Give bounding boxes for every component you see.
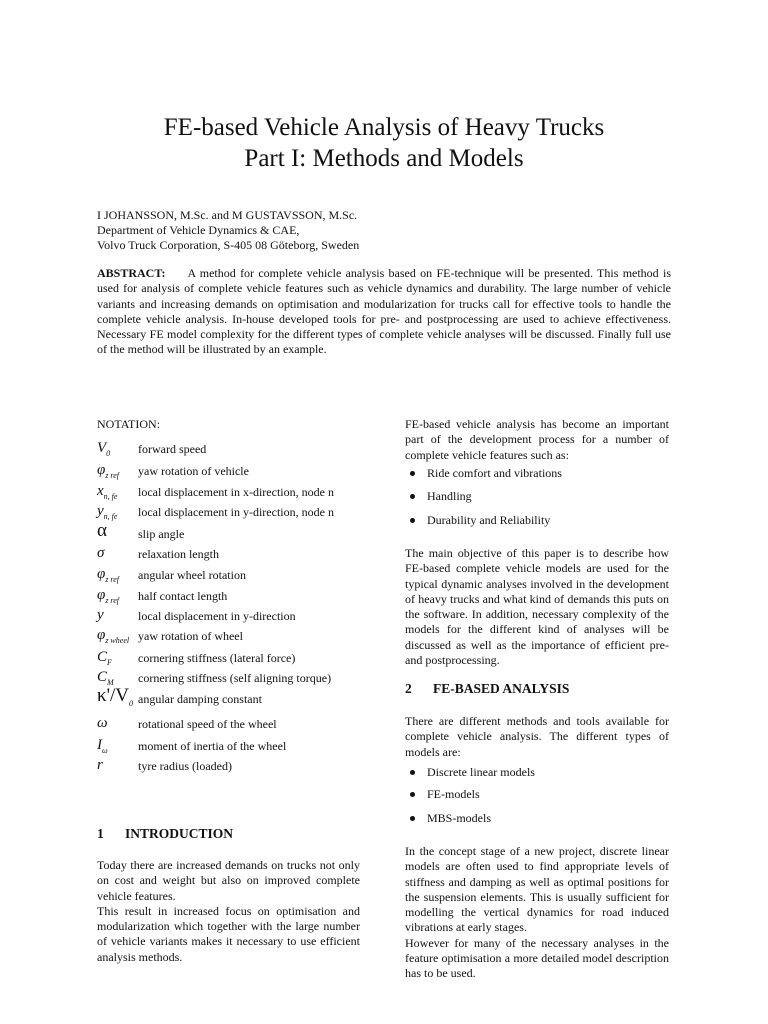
notation-symbol: $V_0$	[97, 440, 111, 458]
notation-symbol: $I_\omega$	[97, 737, 108, 755]
notation-row	[97, 440, 397, 460]
author-department: Department of Vehicle Dynamics & CAE,	[97, 223, 300, 237]
notation-row	[97, 649, 397, 669]
notation-symbol: y	[97, 607, 104, 623]
abstract-text: A method for complete vehicle analysis based on FE-technique will be presented. This method is used for analysis of complete vehicle features such as vehicle dynamics and durability. The large number of vehicle variants and increasing demands on optimisation and modularization for trucks call for effective tools to handle the complete vehicle analysis. In-house developed tools for pre- and postprocessing are used to achieve effectiveness. Necessary FE model complexity for the different types of complete vehicle analyses will be discussed. Finally full use of the method will be illustrated by an example.	[97, 266, 671, 357]
notation-symbol: $y_{n, fe}$	[97, 503, 118, 521]
list-item: FE-models	[407, 787, 669, 811]
notation-description: local displacement in y-direction, node n	[138, 505, 334, 519]
section-1-heading	[97, 826, 233, 842]
notation-description: angular damping constant	[138, 692, 262, 706]
author-names: I JOHANSSON, M.Sc. and M GUSTAVSSON, M.Sc.	[97, 208, 358, 222]
notation-symbol: $C_M$	[97, 669, 114, 687]
list-item: Discrete linear models	[407, 765, 669, 787]
notation-description: moment of inertia of the wheel	[138, 739, 287, 753]
notation-row	[97, 462, 397, 482]
notation-symbol: r	[97, 757, 103, 773]
notation-row	[97, 757, 397, 777]
notation-symbol: $x_{n, fe}$	[97, 483, 118, 501]
intro-paragraph: Today there are increased demands on trucks not only on cost and weight but also on improved complete vehicle features. This result in increased focus on optimisation and modularization which together with the large number of vehicle variants makes it necessary to use efficient analysis methods.	[97, 858, 360, 964]
notation-row	[97, 715, 397, 735]
concept-stage-paragraph: In the concept stage of a new project, discrete linear models are often used to find appropriate levels of stiffness and damping as well as optimal positions for the suspension elements. This is usually sufficient for modelling the vertical dynamics for road induced vibrations at early stages. However for many of the necessary analyses in the feature optimisation a more detailed model description has to be used.	[405, 844, 669, 981]
notation-symbol: $\kappa'/V_0$	[97, 685, 133, 708]
notation-symbol: $\varphi_{z ref}$	[97, 566, 120, 584]
notation-description: local displacement in y-direction	[138, 609, 296, 623]
list-item: MBS-models	[407, 811, 669, 826]
notation-row	[97, 669, 397, 689]
notation-heading: NOTATION:	[97, 417, 161, 431]
notation-description: half contact length	[138, 589, 228, 603]
notation-row	[97, 503, 397, 523]
section-number: 1	[97, 826, 104, 841]
notation-row	[97, 520, 397, 545]
notation-description: forward speed	[138, 442, 207, 456]
notation-symbol: $\varphi_{z ref}$	[97, 587, 120, 605]
title-line-2: Part I: Methods and Models	[244, 145, 524, 172]
notation-description: local displacement in x-direction, node n	[138, 485, 334, 499]
section-2-heading	[405, 681, 569, 697]
notation-description: angular wheel rotation	[138, 568, 246, 582]
notation-row	[97, 483, 397, 503]
notation-symbol: σ	[97, 545, 105, 561]
notation-row	[97, 545, 397, 565]
notation-symbol: $\varphi_{z ref}$	[97, 462, 120, 480]
section-number: 2	[405, 681, 412, 696]
features-list	[407, 466, 669, 528]
list-item: Ride comfort and vibrations	[407, 466, 669, 489]
model-types-list	[407, 765, 669, 826]
notation-description: relaxation length	[138, 547, 219, 561]
notation-symbol: $\varphi_{z wheel}$	[97, 627, 130, 645]
objective-paragraph: The main objective of this paper is to describe how FE-based complete vehicle models are used for the typical dynamic analyses involved in the development of heavy trucks and what kind of demands this puts on the software. In addition, necessary complexity of the models for the different kind of analyses will be discussed as well as the importance of efficient pre- and postprocessing.	[405, 546, 669, 668]
notation-description: cornering stiffness (self aligning torque)	[138, 671, 332, 685]
notation-symbol: $C_F$	[97, 649, 112, 667]
section-2-paragraph: There are different methods and tools available for complete vehicle analysis. The different types of models are:	[405, 714, 669, 759]
notation-description: yaw rotation of vehicle	[138, 464, 249, 478]
author-block	[97, 208, 697, 253]
notation-row	[97, 737, 397, 757]
abstract-label: ABSTRACT:	[97, 266, 166, 280]
author-organization: Volvo Truck Corporation, S-405 08 Göteborg, Sweden	[97, 238, 360, 252]
section-title: INTRODUCTION	[125, 826, 234, 841]
notation-row	[97, 685, 397, 710]
notation-row	[97, 607, 397, 627]
notation-description: cornering stiffness (lateral force)	[138, 651, 296, 665]
notation-description: tyre radius (loaded)	[138, 759, 232, 773]
section-title: FE-BASED ANALYSIS	[433, 681, 570, 696]
paper-title	[0, 112, 768, 174]
notation-symbol: ω	[97, 715, 108, 731]
list-item: Durability and Reliability	[407, 513, 669, 528]
notation-row	[97, 587, 397, 607]
notation-description: slip angle	[138, 527, 185, 541]
abstract	[97, 266, 671, 358]
notation-row	[97, 566, 397, 586]
list-item: Handling	[407, 489, 669, 513]
notation-description: yaw rotation of wheel	[138, 629, 243, 643]
notation-row	[97, 627, 397, 647]
right-intro-paragraph: FE-based vehicle analysis has become an important part of the development process for a number of complete vehicle features such as:	[405, 417, 669, 462]
title-line-1: FE-based Vehicle Analysis of Heavy Trucks	[163, 114, 605, 141]
notation-symbol: α	[97, 520, 107, 542]
notation-description: rotational speed of the wheel	[138, 717, 277, 731]
